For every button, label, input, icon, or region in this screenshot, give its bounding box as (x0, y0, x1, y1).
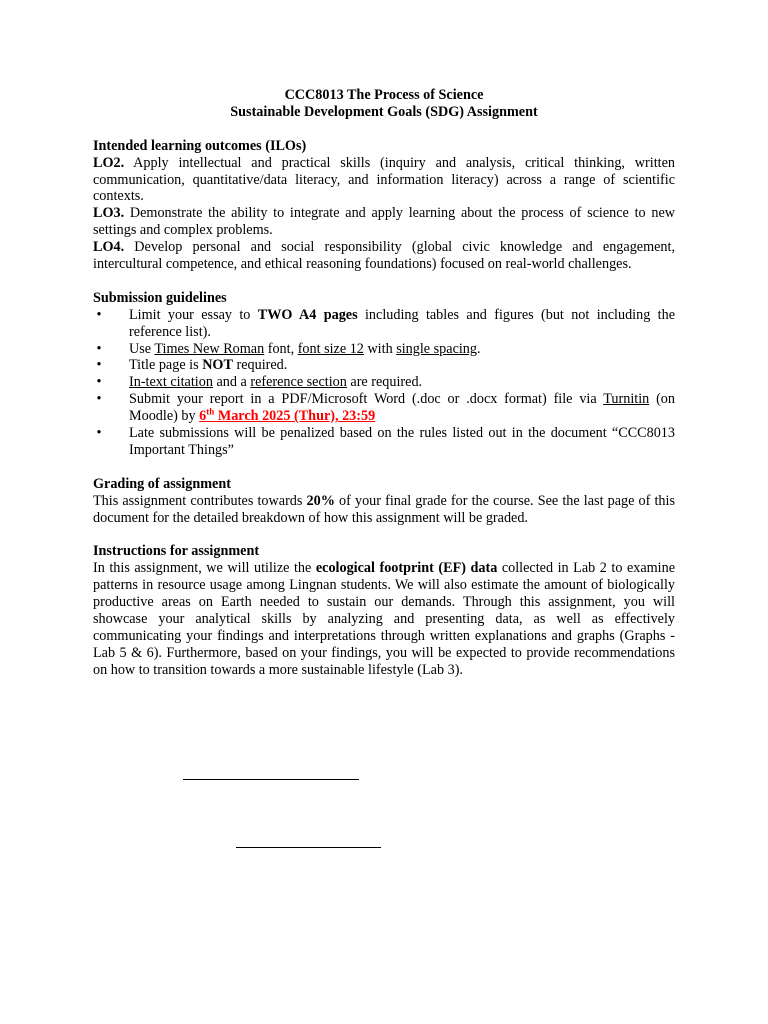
ilo-lo4-text: Develop personal and social responsibility (global civic knowledge and engagement, intercultural competence, and ethical reasoning foundations) focused on real-world challenges. (93, 239, 675, 273)
submission-item-citation (93, 374, 675, 391)
submission-item-title-page (93, 357, 675, 374)
text-span: collected in Lab 2 to examine patterns in resource usage among Lingnan students. We will also estimate the amount of biologically productive areas on Earth needed to sustain our demands. Through this assignment, you will showcase your analytical skills by analyzing and presenting data, as well as effectively communicating your findings and interpretations through written explanations and graphs (Graphs - Lab 5 & 6). Furthermore, based on your findings, you will be expected to provide recommendations on how to transition towards a more sustainable lifestyle (Lab 3). (93, 560, 675, 678)
bullet-icon: • (96, 374, 102, 391)
deadline-day: 6 (199, 408, 207, 425)
spacer (93, 273, 675, 290)
instructions-paragraph (93, 560, 675, 678)
text-span: Limit your essay to (129, 306, 258, 323)
grading-heading: Grading of assignment (93, 475, 231, 492)
document-title-line1: CCC8013 The Process of Science (284, 87, 484, 103)
ef-data-bold: ecological footprint (EF) data (315, 560, 498, 577)
text-span: . (477, 340, 481, 357)
font-size: font size 12 (297, 340, 364, 357)
ilo-lo2-text: Apply intellectual and practical skills (inquiry and analysis, critical thinking, written communication, quantitative/data literacy, and information literacy) across a range of scientific contexts. (93, 154, 675, 205)
text-span: Submit your report in a PDF/Microsoft Word (.doc or .docx format) file via (129, 391, 604, 408)
ilos-heading: Intended learning outcomes (ILOs) (93, 137, 307, 154)
text-span: are required. (346, 374, 423, 391)
spacer (93, 459, 675, 476)
text-span: and a (212, 374, 251, 391)
deadline-rest: March 2025 (Thur), 23:59 (214, 408, 376, 425)
font-name: Times New Roman (154, 340, 265, 357)
spacer (93, 121, 675, 138)
ilo-lo2-label: LO2. (93, 154, 125, 171)
ilo-lo3-label: LO3. (93, 205, 125, 222)
submission-item-font (93, 341, 675, 358)
text-span: Use (129, 340, 155, 357)
ilo-lo4 (93, 239, 675, 273)
horizontal-rule (183, 779, 359, 780)
turnitin-link: Turnitin (603, 391, 650, 408)
deadline-ordinal: th (206, 406, 215, 417)
submission-item-deadline (93, 391, 675, 425)
bullet-icon: • (96, 425, 102, 442)
ilo-lo3-text: Demonstrate the ability to integrate and apply learning about the process of science to new settings and complex problems. (93, 205, 675, 239)
bullet-icon: • (96, 357, 102, 374)
document-title-line2: Sustainable Development Goals (SDG) Assignment (230, 103, 538, 120)
ilo-lo2 (93, 155, 675, 206)
bullet-icon: • (96, 391, 102, 408)
submission-heading: Submission guidelines (93, 289, 227, 306)
text-span: including tables and figures (but not including the reference list). (129, 306, 675, 340)
page-limit-bold: TWO A4 pages (257, 306, 358, 323)
text-span: This assignment contributes towards (93, 492, 307, 509)
text-span: Late submissions will be penalized based on the rules listed out in the document “CCC8013 Important Things” (129, 425, 675, 458)
bullet-icon: • (96, 340, 102, 357)
instructions-heading: Instructions for assignment (93, 543, 260, 560)
line-spacing: single spacing (396, 340, 477, 357)
text-span: In this assignment, we will utilize the (93, 560, 316, 577)
submission-list (93, 307, 675, 459)
ilo-lo4-label: LO4. (93, 239, 125, 256)
submission-item-page-limit (93, 307, 675, 341)
horizontal-rule (236, 847, 381, 848)
text-span: required. (232, 357, 288, 374)
grading-paragraph (93, 493, 675, 527)
ilo-lo3 (93, 205, 675, 239)
document-page (93, 87, 675, 679)
bullet-icon: • (96, 306, 102, 323)
text-span: of your final grade for the course. See the last page of this document for the detailed breakdown of how this assignment will be graded. (93, 492, 675, 526)
text-span: font, (264, 340, 298, 357)
spacer (93, 527, 675, 544)
grade-weight: 20% (306, 492, 335, 509)
reference-section: reference section (250, 374, 347, 391)
deadline-date (199, 408, 375, 424)
text-span: Title page is (129, 357, 203, 374)
not-bold: NOT (202, 357, 233, 374)
text-span: (on Moodle) by (129, 391, 675, 425)
in-text-citation: In-text citation (129, 374, 213, 391)
submission-item-late-policy (93, 425, 675, 459)
text-span: with (363, 340, 397, 357)
